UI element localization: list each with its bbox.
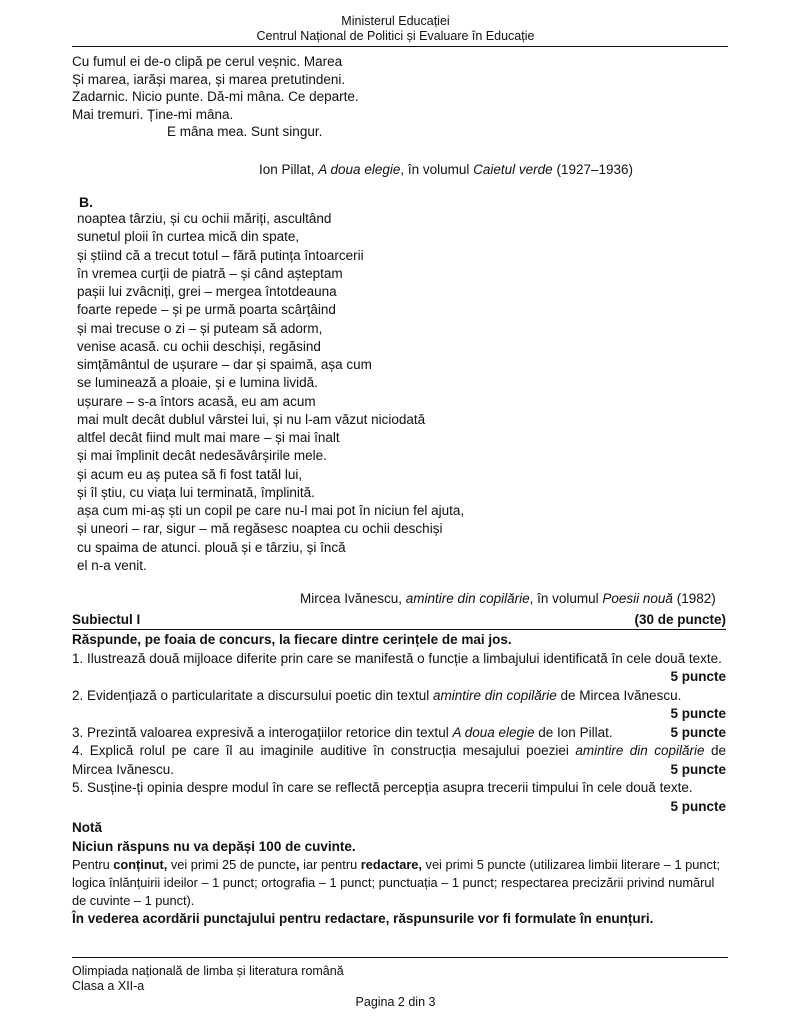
question-2-points: 5 puncte	[670, 706, 726, 721]
poem-a-attribution	[259, 161, 633, 178]
instructions: Răspunde, pe foaia de concurs, la fiecare dintre cerințele de mai jos.	[72, 632, 512, 647]
poem-line: și știind că a trecut totul – fără putința întoarcerii	[77, 247, 364, 263]
footer-divider	[72, 957, 728, 958]
header-divider	[72, 46, 728, 47]
poem-line: în vremea curții de piatră – și când așteptam	[77, 265, 343, 281]
years: (1927–1936)	[552, 162, 634, 177]
poem-line: foarte repede – și pe urmă poarta scârțâind	[77, 302, 336, 318]
question-poem-title: amintire din copilărie	[575, 743, 705, 758]
poem-line: și mai împlinit decât nedesăvârșirile mele.	[77, 448, 327, 464]
note-text: logica înlănțuirii ideilor – 1 punct; ortografia – 1 punct; punctuația – 1 punct; respectarea precizării privind numărul	[72, 875, 715, 890]
question-2	[72, 687, 726, 706]
author: Ion Pillat,	[259, 162, 319, 177]
question-5-points: 5 puncte	[670, 798, 726, 814]
question-text: de Ion Pillat.	[534, 724, 613, 740]
subject-title: Subiectul I	[72, 612, 141, 627]
question-poem-title: amintire din copilărie	[432, 687, 557, 703]
note-text: iar pentru	[299, 857, 361, 872]
question-3-points: 5 puncte	[670, 724, 726, 740]
poem-line-indented: E mâna mea. Sunt singur.	[167, 124, 323, 140]
note-comma: ,	[296, 857, 300, 872]
note-word-limit: Niciun răspuns nu va depăși 100 de cuvinte.	[72, 838, 356, 854]
page-number: Pagina 2 din 3	[355, 995, 436, 1009]
question-text: 3. Prezintă valoarea expresivă a interogațiilor retorice din textul	[72, 724, 453, 740]
poem-line: așa cum mi-aș ști un copil pe care nu-l mai pot în niciun fel ajuta,	[77, 503, 465, 518]
question-5: 5. Susține-ți opinia despre modul în care se reflectă percepția asupra trecerii timpului în cele două texte.	[72, 780, 693, 795]
attribution-middle: , în volumul	[400, 162, 474, 177]
poem-line: Și marea, iarăși marea, și marea pretutindeni.	[72, 71, 346, 87]
poem-title: A doua elegie	[318, 162, 401, 177]
note-text: de cuvinte – 1 punct).	[72, 893, 195, 908]
note-text: vei primi 25 de puncte	[167, 857, 297, 872]
poem-line: Mai tremuri. Ține-mi mâna.	[72, 106, 234, 122]
note-scoring	[72, 856, 726, 910]
note-text: Pentru	[72, 857, 114, 872]
poem-a	[72, 53, 359, 141]
question-poem-title: A doua elegie	[452, 724, 535, 740]
question-text: de	[704, 743, 726, 758]
volume-title: Caietul verde	[473, 162, 553, 177]
poem-line: se luminează a ploaie, și e lumina lividă.	[77, 375, 318, 391]
poem-line: altfel decât fiind mult mai mare – și mai înalt	[77, 430, 340, 445]
poem-line: simțământul de ușurare – dar și spaimă, așa cum	[77, 357, 372, 372]
poem-line: și mai trecuse o zi – și puteam să adorm,	[77, 320, 323, 336]
poem-line: noaptea târziu, și cu ochii măriți, ascultând	[77, 211, 332, 226]
poem-line: ușurare – s-a întors acasă, eu am acum	[77, 393, 316, 409]
note-text: vei primi 5 puncte (utilizarea limbii literare – 1 punct;	[421, 857, 720, 872]
question-4-points: 5 puncte	[670, 761, 726, 777]
section-b-label: B.	[79, 194, 93, 210]
poem-line: pașii lui zvâcniți, grei – mergea întotdeauna	[77, 284, 337, 299]
page-header	[0, 14, 791, 44]
subject-heading	[72, 612, 726, 630]
center-name: Centrul Național de Politici și Evaluare în Educație	[256, 29, 535, 43]
page-footer	[72, 964, 344, 994]
poem-line: mai mult decât dublul vârstei lui, și nu l-am văzut niciodată	[77, 411, 426, 427]
note-title: Notă	[72, 820, 102, 835]
questions-block	[72, 631, 726, 929]
question-3	[72, 724, 726, 743]
question-text: 2. Evidențiază o particularitate a discursului poetic din textul	[72, 687, 433, 703]
olympiad-name: Olimpiada națională de limba și literatura română	[72, 964, 344, 978]
poem-title: amintire din copilărie	[405, 591, 530, 606]
question-text: Mircea Ivănescu.	[72, 761, 175, 777]
volume-title: Poesii nouă	[602, 591, 673, 606]
years: (1982)	[672, 591, 716, 606]
subject-points: (30 de puncte)	[634, 612, 726, 627]
poem-line: sunetul ploii în curtea mică din spate,	[77, 229, 300, 245]
poem-b-attribution	[300, 590, 716, 607]
note-keyword-content: conținut,	[113, 857, 168, 872]
poem-line: și uneori – rar, sigur – mă regăsesc noaptea cu ochii deschiși	[77, 521, 443, 537]
poem-line: cu spaima de atunci. plouă și e târziu, și încă	[77, 539, 346, 555]
poem-line: și acum eu aș putea să fi fost tatăl lui,	[77, 466, 303, 482]
question-4	[72, 742, 726, 761]
author: Mircea Ivănescu,	[300, 591, 406, 606]
question-1: 1. Ilustrează două mijloace diferite prin care se manifestă o funcție a limbajului identificată în cele două texte.	[72, 650, 722, 666]
poem-line: și îl știu, cu viața lui terminată, împlinită.	[77, 484, 315, 500]
question-text: 4. Explică rolul pe care îl au imaginile auditive în construcția mesajului poeziei	[72, 743, 576, 758]
note-keyword-redactare: redactare,	[360, 857, 422, 872]
note-final: În vederea acordării punctajului pentru redactare, răspunsurile vor fi formulate în enunțuri.	[72, 911, 654, 926]
question-text: de Mircea Ivănescu.	[556, 687, 682, 703]
attribution-middle: , în volumul	[529, 591, 603, 606]
ministry-name: Ministerul Educației	[341, 14, 450, 28]
grade: Clasa a XII-a	[72, 979, 145, 993]
poem-b	[77, 210, 464, 575]
poem-line: el n-a venit.	[77, 557, 147, 573]
poem-line: Zadarnic. Nicio punte. Dă-mi mâna. Ce departe.	[72, 89, 359, 105]
question-4-cont	[72, 761, 726, 780]
poem-line: Cu fumul ei de-o clipă pe cerul veșnic. Marea	[72, 54, 343, 69]
poem-line: venise acasă. cu ochii deschiși, regăsind	[77, 338, 321, 354]
question-1-points: 5 puncte	[670, 669, 726, 684]
